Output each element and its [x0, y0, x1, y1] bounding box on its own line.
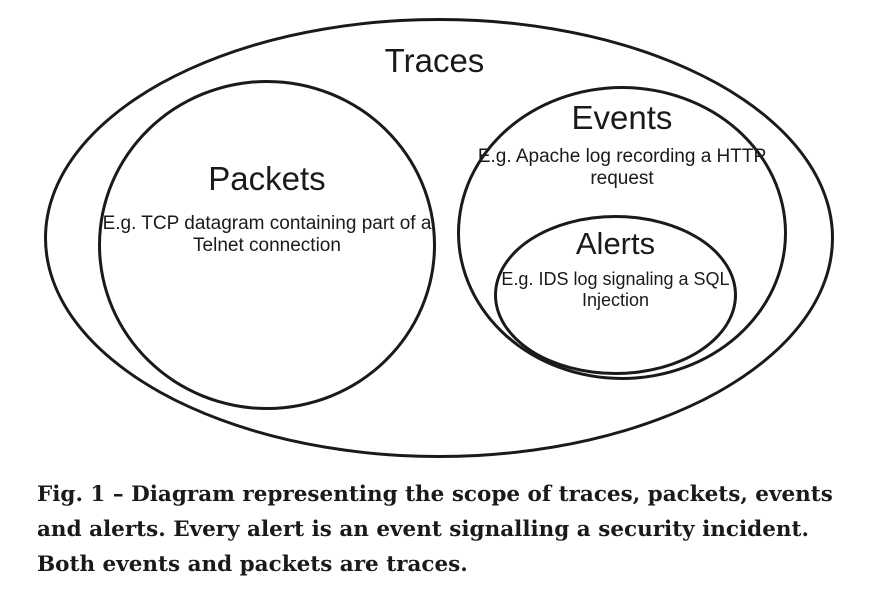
events-title: Events: [571, 99, 673, 136]
alerts-description: E.g. IDS log signaling a SQL Injection: [501, 268, 730, 310]
figure-caption: Fig. 1 – Diagram representing the scope of traces, packets, events and alerts. Every alert is an event signalling a security incident. Both events and packets are traces.: [37, 482, 833, 577]
packets-title: Packets: [208, 160, 326, 197]
traces-label-group: [0, 42, 869, 81]
events-description: E.g. Apache log recording a HTTP request: [477, 145, 767, 190]
alerts-label-group: [494, 226, 737, 311]
alerts-title: Alerts: [575, 226, 656, 261]
traces-title: Traces: [384, 42, 485, 79]
events-label-group: [457, 99, 787, 191]
packets-label-group: [98, 160, 436, 258]
packets-description: E.g. TCP datagram containing part of a Telnet connection: [102, 212, 432, 257]
